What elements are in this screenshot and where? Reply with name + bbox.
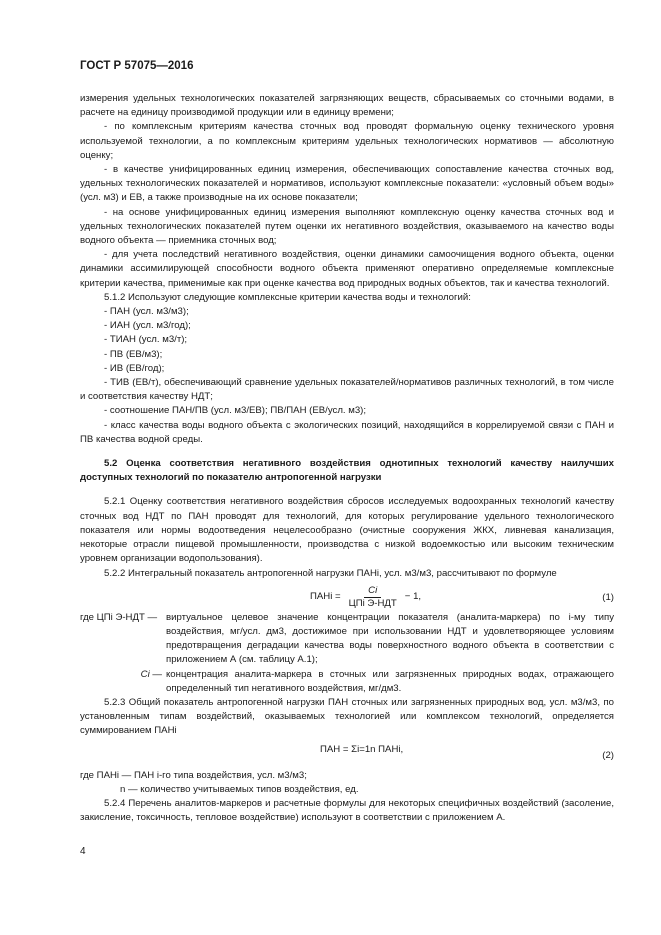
- paragraph: - на основе унифицированных единиц измерения выполняют комплексную оценку качества сточных вод и удельных технологических показателей путем оценки их негативного воздействия, оказываемого на качество воды водного объекта — приемника сточных вод;: [80, 206, 614, 247]
- definition-term: где ЦПi Э-НДТ —: [80, 611, 158, 623]
- definition-term: Ci —: [140, 668, 162, 680]
- paragraph: - в качестве унифицированных единиц измерения, обеспечивающих сопоставление качества сточных вод, удельных технологических показателей и нормативов, используют комплексные показатели: «условный объем воды» (усл. м3) и ЕВ, а также производные на их основе показатели;: [80, 164, 614, 204]
- formula-body: ПАН = Σi=1n ПАНi,: [320, 743, 404, 755]
- paragraph: 5.2.3 Общий показатель антропогенной нагрузки ПАН сточных или загрязненных природных вод, усл. м3/м3, по установленным типам воздействий, оказываемых технологией или комплексом технологий, определяется суммированием ПАНi: [80, 696, 614, 737]
- document-header: ГОСТ Р 57075—2016: [80, 60, 194, 72]
- definition-line: n — количество учитываемых типов воздействия, ед.: [120, 783, 359, 795]
- formula-numerator: Ci: [364, 585, 381, 598]
- list-item: - ТИВ (ЕВ/т), обеспечивающий сравнение удельных показателей/нормативов различных технологий, в том числе и соответствия качеству НДТ;: [80, 377, 614, 403]
- paragraph: - для учета последствий негативного воздействия, оценки динамики самоочищения водного объекта, оценки динамики ассимилирующей способности водного объекта применяют оперативно определяемые комплексные критерии качества, применимые как при оценке качества вод природных водных объектов, так и качества технологий.: [80, 249, 614, 289]
- definition-line: где ПАНi — ПАН i-го типа воздействия, усл. м3/м3;: [80, 769, 307, 781]
- formula-2: [80, 739, 614, 769]
- list-item: - соотношение ПАН/ПВ (усл. м3/ЕВ); ПВ/ПАН (ЕВ/усл. м3);: [104, 405, 367, 417]
- list-item: - класс качества воды водного объекта с экологических позиций, находящийся в коррелируемой связи с ПАН и ПВ качества водной среды.: [80, 419, 614, 445]
- paragraph: измерения удельных технологических показателей загрязняющих веществ, сбрасываемых со сточными водами, в расчете на единицу производимой продукции или в единицу времени;: [80, 93, 614, 119]
- paragraph: 5.2.4 Перечень аналитов-маркеров и расчетные формулы для некоторых специфичных воздействий (засоление, закисление, токсичность, тепловое воздействие) используют в соответствии с приложением А.: [80, 797, 614, 824]
- formula-1: [80, 581, 614, 611]
- paragraph: - по комплексным критериям качества сточных вод проводят формальную оценку технического уровня используемой технологии, а по комплексным критериям удельных технологических нормативов — абсолютную оценку;: [80, 121, 614, 161]
- list-item: - ПВ (ЕВ/м3);: [104, 348, 163, 360]
- formula-tail: − 1,: [404, 591, 422, 603]
- paragraph: 5.2.2 Интегральный показатель антропогенной нагрузки ПАНi, усл. м3/м3, рассчитывают по формуле: [104, 567, 557, 579]
- paragraph: 5.1.2 Используют следующие комплексные критерии качества воды и технологий:: [104, 291, 471, 303]
- paragraph: 5.2.1 Оценку соответствия негативного воздействия сбросов исследуемых водоохранных технологий качеству сточных вод НДТ по ПАН проводят для технологий, для которых регулирование удельного технологического показателя или нормы водоотведения нецелесообразно (очистные сооружения ЖКХ, ливневая канализация, некоторые отрасли пищевой промышленности, производства с низкой водоемкостью или высоким техническим уровнем организации водопользования).: [80, 496, 614, 565]
- list-item: - ИВ (ЕВ/год);: [104, 362, 165, 374]
- definition-item: [80, 668, 614, 696]
- list-item: - ПАН (усл. м3/м3);: [104, 306, 189, 318]
- document-body: [80, 92, 614, 825]
- definition-text: виртуальное целевое значение концентрации показателя (аналита-маркера) по i-му типу воздействия, мг/усл. дм3, достижимое при использовании НДТ и удовлетворяющее условиям предотвращения деградации качества воды поверхностного водного объекта в соответствии с приложением А (см. таблицу А.1);: [166, 611, 614, 666]
- page-number: 4: [80, 846, 86, 857]
- definition-text: концентрация аналита-маркера в сточных или загрязненных природных водах, отражающего определенный тип негативного воздействия, мг/дм3.: [166, 668, 614, 694]
- list-item: - ИАН (усл. м3/год);: [104, 320, 191, 332]
- section-heading: 5.2 Оценка соответствия негативного воздействия однотипных технологий качеству наилучших доступных технологий по показателю антропогенной нагрузки: [80, 458, 614, 484]
- equation-number: (2): [602, 749, 614, 761]
- list-item: - ТИАН (усл. м3/т);: [104, 334, 188, 346]
- equation-number: (1): [602, 591, 614, 603]
- formula-denominator: ЦПi Э-НДТ: [348, 597, 397, 609]
- definition-item: [80, 611, 614, 668]
- formula-lhs: ПАНi =: [310, 591, 341, 603]
